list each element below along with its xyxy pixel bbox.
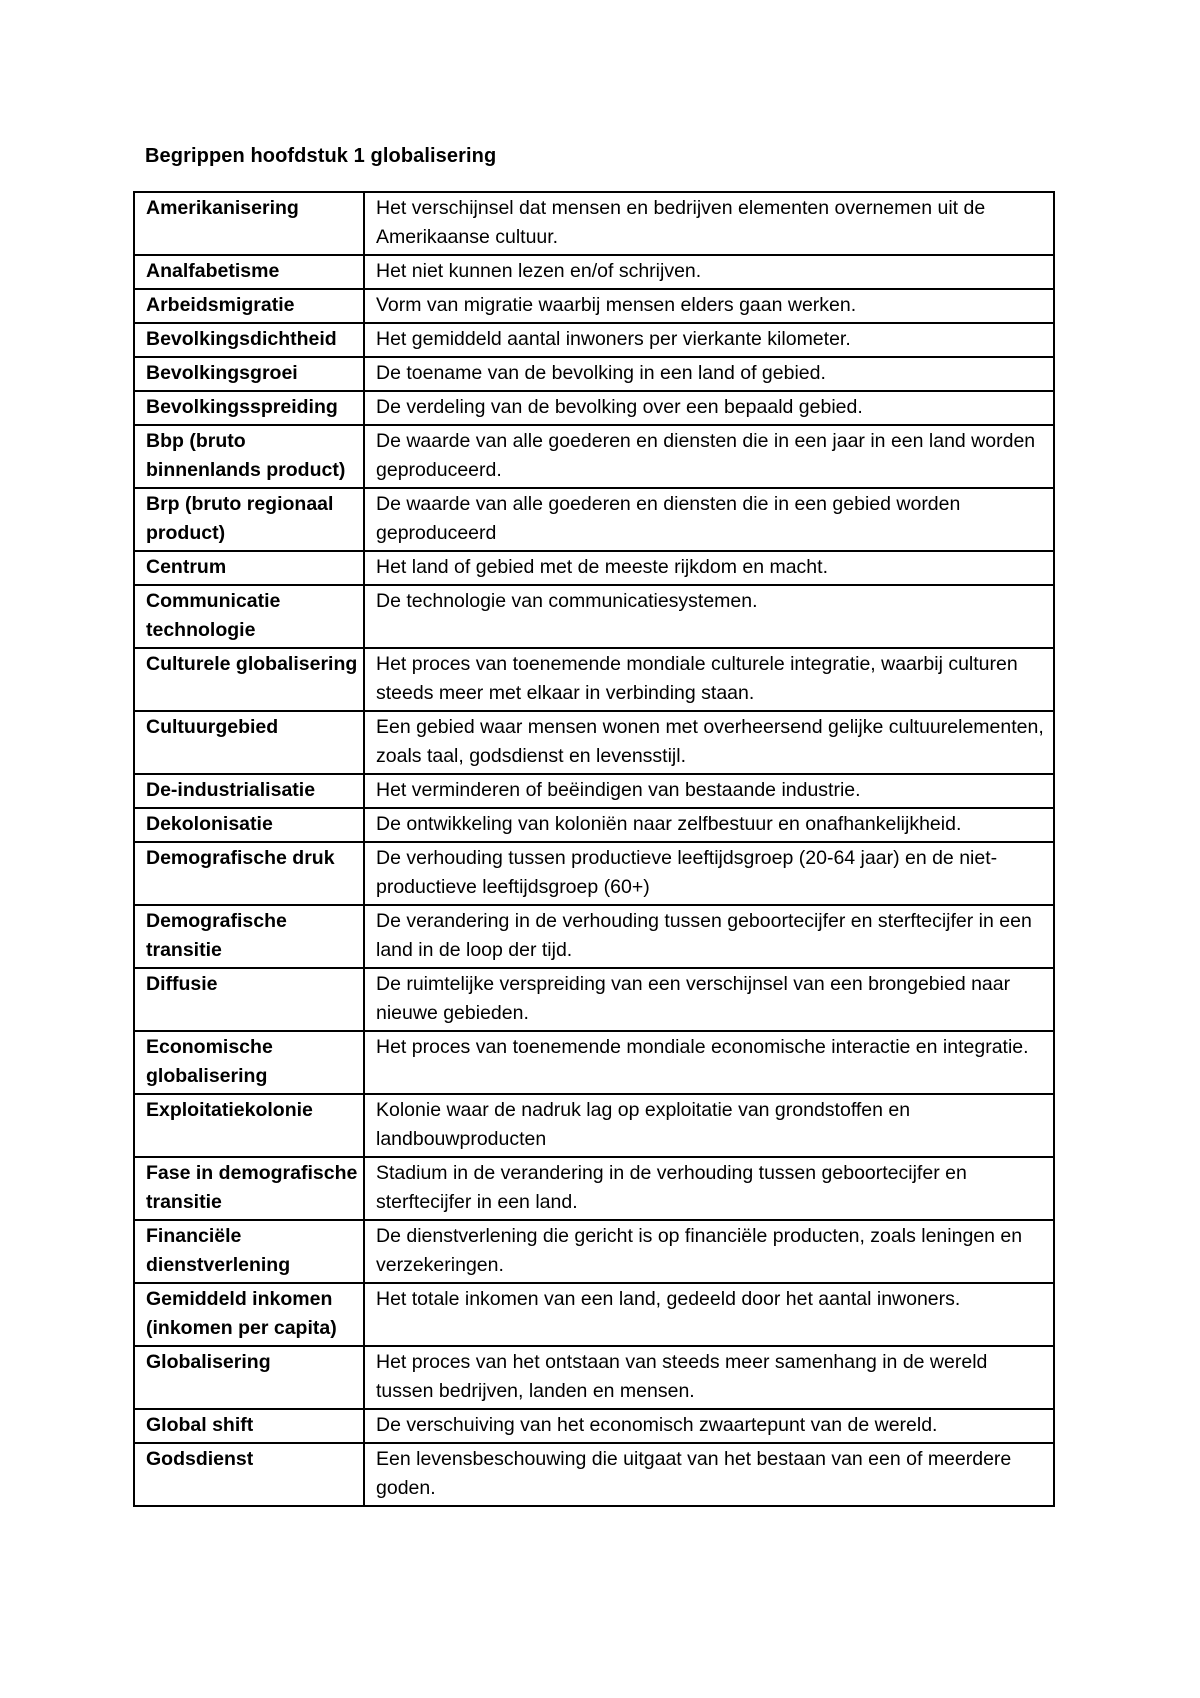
term-cell: Economische globalisering bbox=[134, 1031, 364, 1094]
term-cell: Fase in demografische transitie bbox=[134, 1157, 364, 1220]
table-row bbox=[134, 323, 1054, 357]
term-cell: Analfabetisme bbox=[134, 255, 364, 289]
definition-cell: De waarde van alle goederen en diensten die in een jaar in een land worden geproduceerd. bbox=[364, 425, 1054, 488]
page-title: Begrippen hoofdstuk 1 globalisering bbox=[145, 145, 497, 167]
definition-cell: De verschuiving van het economisch zwaartepunt van de wereld. bbox=[364, 1409, 1054, 1443]
term-cell: Bbp (bruto binnenlands product) bbox=[134, 425, 364, 488]
definition-cell: Het land of gebied met de meeste rijkdom en macht. bbox=[364, 551, 1054, 585]
definition-cell: Het proces van het ontstaan van steeds meer samenhang in de wereld tussen bedrijven, landen en mensen. bbox=[364, 1346, 1054, 1409]
term-cell: Bevolkingsspreiding bbox=[134, 391, 364, 425]
term-cell: Godsdienst bbox=[134, 1443, 364, 1506]
table-row bbox=[134, 551, 1054, 585]
term-cell: Culturele globalisering bbox=[134, 648, 364, 711]
term-cell: Bevolkingsdichtheid bbox=[134, 323, 364, 357]
table-row bbox=[134, 1409, 1054, 1443]
table-row bbox=[134, 808, 1054, 842]
table-row bbox=[134, 1283, 1054, 1346]
term-cell: Gemiddeld inkomen (inkomen per capita) bbox=[134, 1283, 364, 1346]
definition-cell: De ruimtelijke verspreiding van een verschijnsel van een brongebied naar nieuwe gebieden. bbox=[364, 968, 1054, 1031]
definition-cell: Vorm van migratie waarbij mensen elders gaan werken. bbox=[364, 289, 1054, 323]
definition-cell: Het totale inkomen van een land, gedeeld door het aantal inwoners. bbox=[364, 1283, 1054, 1346]
term-cell: Bevolkingsgroei bbox=[134, 357, 364, 391]
term-cell: Dekolonisatie bbox=[134, 808, 364, 842]
term-cell: Centrum bbox=[134, 551, 364, 585]
table-row bbox=[134, 1157, 1054, 1220]
table-row bbox=[134, 711, 1054, 774]
table-row bbox=[134, 648, 1054, 711]
table-row bbox=[134, 774, 1054, 808]
term-cell: Amerikanisering bbox=[134, 192, 364, 255]
glossary-body bbox=[134, 192, 1054, 1506]
definition-cell: Een gebied waar mensen wonen met overheersend gelijke cultuurelementen, zoals taal, godsdienst en levensstijl. bbox=[364, 711, 1054, 774]
term-cell: Brp (bruto regionaal product) bbox=[134, 488, 364, 551]
term-cell: Globalisering bbox=[134, 1346, 364, 1409]
term-cell: De-industrialisatie bbox=[134, 774, 364, 808]
term-cell: Financiële dienstverlening bbox=[134, 1220, 364, 1283]
definition-cell: De verhouding tussen productieve leeftijdsgroep (20-64 jaar) en de niet-productieve leeftijdsgroep (60+) bbox=[364, 842, 1054, 905]
table-row bbox=[134, 425, 1054, 488]
table-row bbox=[134, 585, 1054, 648]
definition-cell: Kolonie waar de nadruk lag op exploitatie van grondstoffen en landbouwproducten bbox=[364, 1094, 1054, 1157]
definition-cell: De dienstverlening die gericht is op financiële producten, zoals leningen en verzekeringen. bbox=[364, 1220, 1054, 1283]
table-row bbox=[134, 1443, 1054, 1506]
term-cell: Global shift bbox=[134, 1409, 364, 1443]
definition-cell: De ontwikkeling van koloniën naar zelfbestuur en onafhankelijkheid. bbox=[364, 808, 1054, 842]
definition-cell: De verandering in de verhouding tussen geboortecijfer en sterftecijfer in een land in de loop der tijd. bbox=[364, 905, 1054, 968]
table-row bbox=[134, 255, 1054, 289]
table-row bbox=[134, 289, 1054, 323]
definition-cell: Het niet kunnen lezen en/of schrijven. bbox=[364, 255, 1054, 289]
definition-cell: Het verschijnsel dat mensen en bedrijven elementen overnemen uit de Amerikaanse cultuur. bbox=[364, 192, 1054, 255]
term-cell: Exploitatiekolonie bbox=[134, 1094, 364, 1157]
definition-cell: De verdeling van de bevolking over een bepaald gebied. bbox=[364, 391, 1054, 425]
term-cell: Arbeidsmigratie bbox=[134, 289, 364, 323]
table-row bbox=[134, 842, 1054, 905]
table-row bbox=[134, 1094, 1054, 1157]
table-row bbox=[134, 1220, 1054, 1283]
table-row bbox=[134, 391, 1054, 425]
table-row bbox=[134, 192, 1054, 255]
glossary-table bbox=[133, 191, 1055, 1507]
term-cell: Demografische transitie bbox=[134, 905, 364, 968]
table-row bbox=[134, 1031, 1054, 1094]
definition-cell: Het proces van toenemende mondiale culturele integratie, waarbij culturen steeds meer met elkaar in verbinding staan. bbox=[364, 648, 1054, 711]
table-row bbox=[134, 1346, 1054, 1409]
table-row bbox=[134, 905, 1054, 968]
term-cell: Diffusie bbox=[134, 968, 364, 1031]
term-cell: Demografische druk bbox=[134, 842, 364, 905]
definition-cell: Het gemiddeld aantal inwoners per vierkante kilometer. bbox=[364, 323, 1054, 357]
definition-cell: Het proces van toenemende mondiale economische interactie en integratie. bbox=[364, 1031, 1054, 1094]
term-cell: Communicatie technologie bbox=[134, 585, 364, 648]
definition-cell: De waarde van alle goederen en diensten die in een gebied worden geproduceerd bbox=[364, 488, 1054, 551]
definition-cell: Het verminderen of beëindigen van bestaande industrie. bbox=[364, 774, 1054, 808]
definition-cell: De technologie van communicatiesystemen. bbox=[364, 585, 1054, 648]
term-cell: Cultuurgebied bbox=[134, 711, 364, 774]
table-row bbox=[134, 968, 1054, 1031]
table-row bbox=[134, 488, 1054, 551]
table-row bbox=[134, 357, 1054, 391]
definition-cell: De toename van de bevolking in een land of gebied. bbox=[364, 357, 1054, 391]
definition-cell: Stadium in de verandering in de verhouding tussen geboortecijfer en sterftecijfer in een land. bbox=[364, 1157, 1054, 1220]
definition-cell: Een levensbeschouwing die uitgaat van het bestaan van een of meerdere goden. bbox=[364, 1443, 1054, 1506]
